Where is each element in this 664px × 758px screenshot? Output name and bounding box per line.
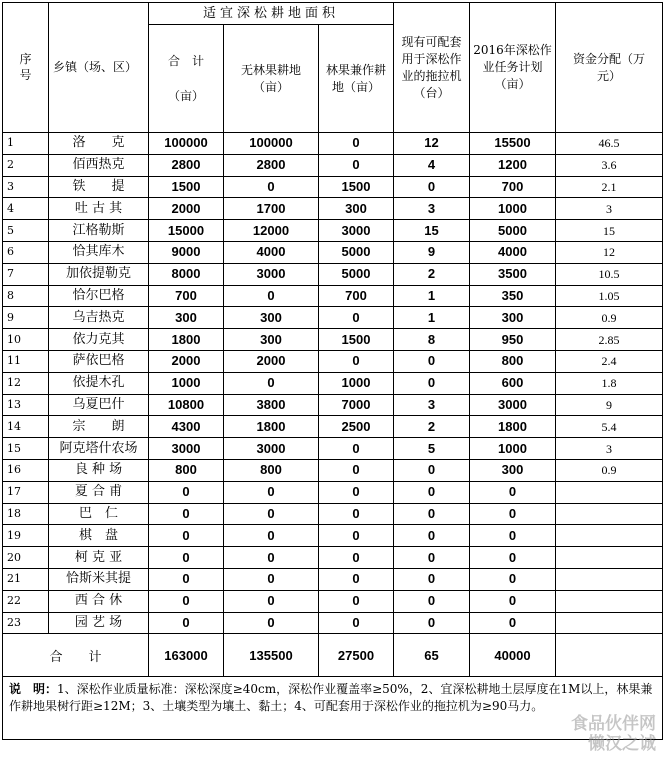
cell-plan: 1200 [470, 154, 556, 176]
cell-plan: 3000 [470, 394, 556, 416]
cell-no-forest: 0 [224, 176, 319, 198]
cell-name: 依提木孔 [49, 372, 149, 394]
cell-total: 0 [149, 568, 224, 590]
table-row [3, 241, 663, 263]
cell-funds [556, 503, 663, 525]
cell-no-forest: 300 [224, 329, 319, 351]
cell-seq: 10 [3, 329, 49, 351]
cell-total: 3000 [149, 438, 224, 460]
cell-total: 0 [149, 481, 224, 503]
cell-name: 棋 盘 [49, 525, 149, 547]
cell-forest: 0 [319, 547, 394, 569]
cell-tractors: 4 [394, 154, 470, 176]
cell-seq: 22 [3, 590, 49, 612]
cell-forest: 0 [319, 503, 394, 525]
cell-tractors: 2 [394, 263, 470, 285]
cell-no-forest: 800 [224, 459, 319, 481]
cell-name: 依力克其 [49, 329, 149, 351]
cell-seq: 2 [3, 154, 49, 176]
cell-plan: 15500 [470, 133, 556, 155]
cell-no-forest: 0 [224, 285, 319, 307]
cell-plan: 0 [470, 503, 556, 525]
cell-no-forest: 1700 [224, 198, 319, 220]
cell-funds [556, 525, 663, 547]
table-row [3, 438, 663, 460]
note [3, 677, 663, 740]
cell-funds: 0.9 [556, 459, 663, 481]
cell-no-forest: 0 [224, 503, 319, 525]
cell-plan: 5000 [470, 220, 556, 242]
cell-tractors: 0 [394, 547, 470, 569]
table-row [3, 525, 663, 547]
cell-name: 佰西热克 [49, 154, 149, 176]
cell-seq: 4 [3, 198, 49, 220]
cell-seq: 13 [3, 394, 49, 416]
cell-total: 1500 [149, 176, 224, 198]
cell-tractors: 0 [394, 568, 470, 590]
cell-tractors: 3 [394, 394, 470, 416]
cell-no-forest: 3000 [224, 438, 319, 460]
header-seq: 序号 [3, 3, 49, 133]
totals-no-forest: 135500 [224, 634, 319, 677]
cell-plan: 0 [470, 612, 556, 634]
cell-total: 10800 [149, 394, 224, 416]
cell-tractors: 15 [394, 220, 470, 242]
totals-plan: 40000 [470, 634, 556, 677]
cell-tractors: 12 [394, 133, 470, 155]
cell-plan: 0 [470, 525, 556, 547]
table-row [3, 372, 663, 394]
cell-total: 1000 [149, 372, 224, 394]
cell-no-forest: 0 [224, 372, 319, 394]
cell-name: 宗 朗 [49, 416, 149, 438]
cell-no-forest: 4000 [224, 241, 319, 263]
cell-name: 西 合 休 [49, 590, 149, 612]
cell-tractors: 0 [394, 459, 470, 481]
cell-forest: 0 [319, 307, 394, 329]
cell-tractors: 8 [394, 329, 470, 351]
cell-seq: 15 [3, 438, 49, 460]
cell-forest: 0 [319, 481, 394, 503]
cell-total: 0 [149, 525, 224, 547]
totals-funds [556, 634, 663, 677]
table-row [3, 176, 663, 198]
cell-name: 阿克塔什农场 [49, 438, 149, 460]
cell-seq: 1 [3, 133, 49, 155]
cell-funds: 1.05 [556, 285, 663, 307]
cell-no-forest: 3000 [224, 263, 319, 285]
cell-name: 巴 仁 [49, 503, 149, 525]
cell-tractors: 2 [394, 416, 470, 438]
cell-funds: 12 [556, 241, 663, 263]
cell-forest: 2500 [319, 416, 394, 438]
totals-row [3, 634, 663, 677]
cell-funds: 1.8 [556, 372, 663, 394]
cell-no-forest: 0 [224, 612, 319, 634]
cell-plan: 0 [470, 568, 556, 590]
header-forest: 林果兼作耕地（亩） [319, 25, 394, 133]
cell-forest: 0 [319, 438, 394, 460]
table-row [3, 590, 663, 612]
table-row [3, 394, 663, 416]
cell-funds: 2.1 [556, 176, 663, 198]
cell-seq: 14 [3, 416, 49, 438]
cell-seq: 3 [3, 176, 49, 198]
cell-name: 夏 合 甫 [49, 481, 149, 503]
totals-tractors: 65 [394, 634, 470, 677]
cell-tractors: 0 [394, 612, 470, 634]
cell-forest: 7000 [319, 394, 394, 416]
cell-total: 2800 [149, 154, 224, 176]
cell-funds [556, 590, 663, 612]
tillage-plan-table [2, 2, 663, 740]
cell-no-forest: 1800 [224, 416, 319, 438]
cell-plan: 600 [470, 372, 556, 394]
cell-funds: 0.9 [556, 307, 663, 329]
header-no-forest: 无林果耕地（亩） [224, 25, 319, 133]
cell-tractors: 0 [394, 525, 470, 547]
cell-plan: 700 [470, 176, 556, 198]
cell-total: 2000 [149, 350, 224, 372]
cell-seq: 21 [3, 568, 49, 590]
table-row [3, 459, 663, 481]
cell-name: 恰斯米其提 [49, 568, 149, 590]
table-row [3, 350, 663, 372]
cell-forest: 700 [319, 285, 394, 307]
table-row [3, 220, 663, 242]
cell-name: 园 艺 场 [49, 612, 149, 634]
note-text: 1、深松作业质量标准：深松深度≥40cm，深松作业覆盖率≥50%，2、宜深松耕地土层厚度在1M以上，林果兼作耕地果树行距≥12M；3、土壤类型为壤土、黏土；4、可配套用于深松作业的拖拉机为≥90马力。 [9, 682, 653, 714]
cell-forest: 0 [319, 350, 394, 372]
cell-total: 800 [149, 459, 224, 481]
table-row [3, 416, 663, 438]
cell-name: 良 种 场 [49, 459, 149, 481]
cell-seq: 18 [3, 503, 49, 525]
cell-no-forest: 2800 [224, 154, 319, 176]
cell-name: 萨依巴格 [49, 350, 149, 372]
cell-forest: 1000 [319, 372, 394, 394]
table-row [3, 612, 663, 634]
cell-total: 2000 [149, 198, 224, 220]
cell-funds [556, 612, 663, 634]
cell-no-forest: 0 [224, 547, 319, 569]
header-total [149, 25, 224, 133]
cell-funds: 2.4 [556, 350, 663, 372]
cell-plan: 1000 [470, 198, 556, 220]
cell-tractors: 0 [394, 481, 470, 503]
cell-total: 8000 [149, 263, 224, 285]
cell-funds [556, 568, 663, 590]
cell-forest: 0 [319, 590, 394, 612]
cell-tractors: 1 [394, 285, 470, 307]
cell-no-forest: 300 [224, 307, 319, 329]
cell-forest: 0 [319, 525, 394, 547]
cell-forest: 5000 [319, 241, 394, 263]
cell-plan: 950 [470, 329, 556, 351]
totals-total: 163000 [149, 634, 224, 677]
cell-plan: 4000 [470, 241, 556, 263]
cell-forest: 1500 [319, 176, 394, 198]
cell-plan: 1000 [470, 438, 556, 460]
cell-total: 9000 [149, 241, 224, 263]
cell-funds: 2.85 [556, 329, 663, 351]
cell-total: 0 [149, 612, 224, 634]
cell-total: 0 [149, 547, 224, 569]
cell-total: 700 [149, 285, 224, 307]
cell-forest: 0 [319, 568, 394, 590]
cell-plan: 3500 [470, 263, 556, 285]
header-plan: 2016年深松作业任务计划（亩） [470, 3, 556, 133]
cell-funds: 3 [556, 198, 663, 220]
cell-no-forest: 12000 [224, 220, 319, 242]
table-row [3, 263, 663, 285]
cell-name: 乌夏巴什 [49, 394, 149, 416]
cell-forest: 5000 [319, 263, 394, 285]
cell-plan: 350 [470, 285, 556, 307]
cell-seq: 11 [3, 350, 49, 372]
cell-plan: 300 [470, 459, 556, 481]
cell-forest: 0 [319, 133, 394, 155]
cell-name: 乌吉热克 [49, 307, 149, 329]
cell-funds: 5.4 [556, 416, 663, 438]
cell-total: 100000 [149, 133, 224, 155]
cell-seq: 7 [3, 263, 49, 285]
cell-name: 吐 古 其 [49, 198, 149, 220]
cell-total: 4300 [149, 416, 224, 438]
cell-plan: 1800 [470, 416, 556, 438]
cell-plan: 0 [470, 547, 556, 569]
cell-no-forest: 0 [224, 525, 319, 547]
watermark [571, 714, 656, 754]
table-row [3, 503, 663, 525]
table-row [3, 547, 663, 569]
cell-forest: 0 [319, 459, 394, 481]
table-row [3, 133, 663, 155]
cell-funds: 46.5 [556, 133, 663, 155]
cell-seq: 9 [3, 307, 49, 329]
cell-tractors: 0 [394, 372, 470, 394]
table-row [3, 329, 663, 351]
table-row [3, 307, 663, 329]
cell-no-forest: 3800 [224, 394, 319, 416]
cell-tractors: 0 [394, 503, 470, 525]
cell-seq: 8 [3, 285, 49, 307]
cell-seq: 6 [3, 241, 49, 263]
cell-no-forest: 2000 [224, 350, 319, 372]
cell-forest: 0 [319, 612, 394, 634]
cell-no-forest: 0 [224, 590, 319, 612]
cell-total: 0 [149, 590, 224, 612]
cell-forest: 3000 [319, 220, 394, 242]
cell-seq: 19 [3, 525, 49, 547]
cell-no-forest: 0 [224, 568, 319, 590]
watermark-line1: 食品伙伴网 [571, 714, 656, 734]
header-town: 乡镇（场、区） [49, 3, 149, 133]
table-row [3, 285, 663, 307]
cell-name: 铁 提 [49, 176, 149, 198]
cell-funds: 9 [556, 394, 663, 416]
cell-name: 恰其库木 [49, 241, 149, 263]
cell-total: 0 [149, 503, 224, 525]
table-row [3, 481, 663, 503]
totals-label: 合 计 [3, 634, 149, 677]
cell-tractors: 5 [394, 438, 470, 460]
cell-forest: 300 [319, 198, 394, 220]
cell-plan: 0 [470, 481, 556, 503]
cell-seq: 23 [3, 612, 49, 634]
header-tractors: 现有可配套用于深松作业的拖拉机（台） [394, 3, 470, 133]
note-row [3, 677, 663, 740]
cell-funds [556, 481, 663, 503]
cell-total: 300 [149, 307, 224, 329]
cell-forest: 0 [319, 154, 394, 176]
cell-funds: 3.6 [556, 154, 663, 176]
cell-name: 江格勒斯 [49, 220, 149, 242]
header-total-unit: （亩） [167, 88, 204, 103]
cell-plan: 0 [470, 590, 556, 612]
cell-tractors: 0 [394, 350, 470, 372]
cell-no-forest: 0 [224, 481, 319, 503]
cell-plan: 800 [470, 350, 556, 372]
watermark-line2: 懒汉之诚 [588, 734, 656, 754]
table-row [3, 198, 663, 220]
cell-name: 加依提勒克 [49, 263, 149, 285]
header-total-label: 合 计 [167, 53, 204, 68]
cell-tractors: 9 [394, 241, 470, 263]
cell-tractors: 3 [394, 198, 470, 220]
cell-tractors: 0 [394, 590, 470, 612]
cell-name: 恰尔巴格 [49, 285, 149, 307]
cell-name: 柯 克 亚 [49, 547, 149, 569]
table-row [3, 154, 663, 176]
table-row [3, 568, 663, 590]
cell-funds: 15 [556, 220, 663, 242]
cell-funds: 10.5 [556, 263, 663, 285]
header-funds: 资金分配（万元） [556, 3, 663, 133]
cell-forest: 1500 [319, 329, 394, 351]
note-label: 说 明： [9, 682, 58, 697]
cell-name: 洛 克 [49, 133, 149, 155]
cell-seq: 5 [3, 220, 49, 242]
cell-total: 1800 [149, 329, 224, 351]
cell-seq: 20 [3, 547, 49, 569]
header-suitable-area: 适宜深松耕地面积 [149, 3, 394, 25]
cell-funds: 3 [556, 438, 663, 460]
cell-seq: 17 [3, 481, 49, 503]
cell-seq: 12 [3, 372, 49, 394]
cell-plan: 300 [470, 307, 556, 329]
cell-no-forest: 100000 [224, 133, 319, 155]
cell-tractors: 0 [394, 176, 470, 198]
cell-total: 15000 [149, 220, 224, 242]
totals-forest: 27500 [319, 634, 394, 677]
cell-tractors: 1 [394, 307, 470, 329]
cell-funds [556, 547, 663, 569]
cell-seq: 16 [3, 459, 49, 481]
